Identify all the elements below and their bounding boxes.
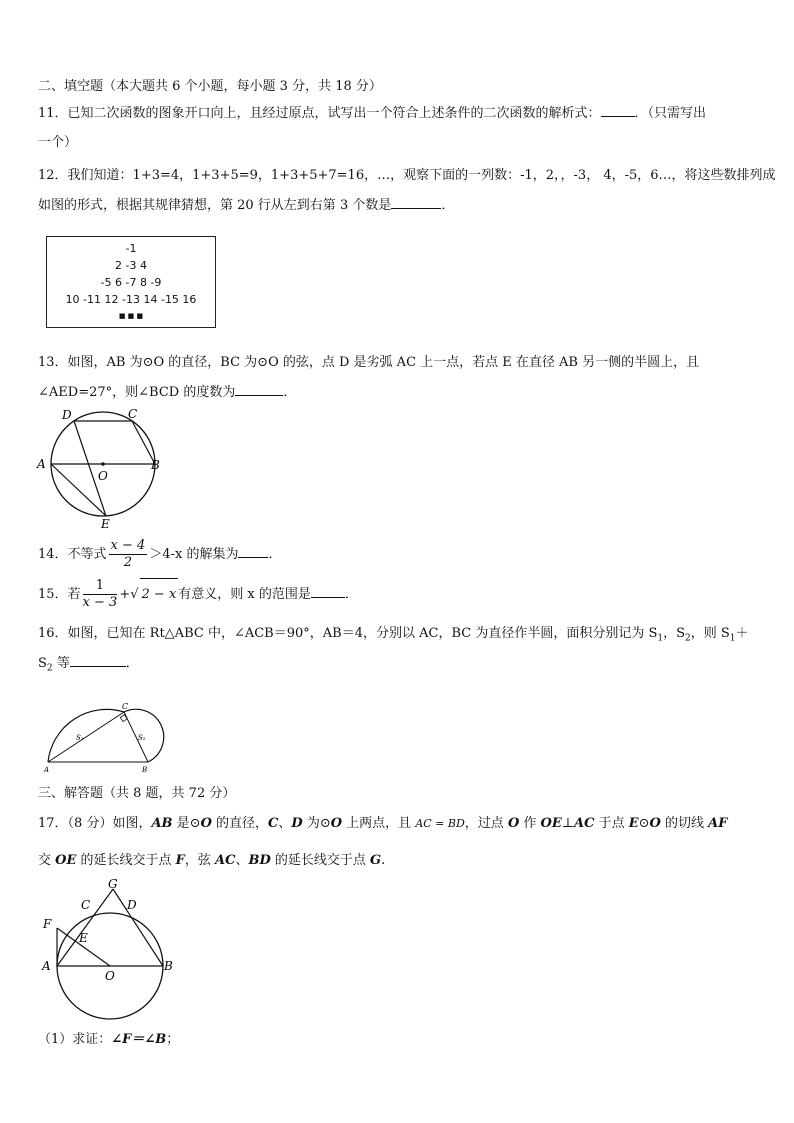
q16-line-ac	[48, 712, 124, 762]
q16-label-s1: S₁	[76, 734, 84, 742]
q17-u7: 、	[235, 853, 249, 868]
number-pattern-table	[46, 236, 216, 328]
q16-sub-4: 2	[46, 663, 53, 674]
q17-u11: .	[381, 853, 386, 868]
q17-u10: G	[370, 853, 382, 868]
q17-t21: O	[649, 816, 661, 831]
q14-end: ．	[268, 547, 282, 562]
q17-t1: 17．（8 分）如图，	[38, 816, 152, 831]
q17-u2: OE	[55, 853, 77, 868]
q15-answer-blank[interactable]	[311, 597, 345, 598]
q14-answer-blank[interactable]	[238, 557, 268, 558]
q13-circle-figure	[34, 404, 174, 530]
q15-plus: +	[119, 587, 131, 602]
q17-t3: 是⊙	[172, 816, 201, 831]
q17-t8: D	[291, 816, 303, 831]
q17-u3: 的延长线交于点	[76, 853, 176, 868]
q17-u9: 的延长线交于点	[270, 853, 370, 868]
q14-denominator: 2	[123, 555, 133, 570]
q13-center-dot	[101, 462, 105, 466]
q16-label-s2: S₂	[138, 734, 146, 742]
question-15	[38, 578, 358, 611]
q17-t18: 于点	[594, 816, 629, 831]
q11-text-end: ．（只需写出	[634, 106, 707, 121]
q17-t2: AB	[151, 816, 173, 831]
question-14	[38, 538, 281, 571]
q14-fraction	[109, 538, 148, 571]
pattern-row-ellipsis: ■ ■ ■	[118, 312, 144, 320]
q16-sub-2: 2	[685, 633, 691, 644]
question-11-line-1	[38, 105, 706, 123]
q17-t20: ⊙	[638, 816, 650, 831]
q17-t23: AF	[708, 816, 728, 831]
q17-t10: O	[330, 816, 343, 831]
pattern-row-1: -1	[125, 242, 137, 255]
q16-text-end: ．	[125, 656, 139, 671]
q16-text-b: ，S	[663, 626, 686, 641]
q16-sub-3: 1	[729, 633, 736, 644]
q13-label-b: B	[151, 458, 160, 472]
question-16-line-1	[38, 625, 749, 648]
pattern-row-4: 10 -11 12 -13 14 -15 16	[65, 293, 197, 306]
section-3-heading: 三、解答题（共 8 题，共 72 分）	[38, 786, 236, 801]
q17-t5: 的直径，	[211, 816, 269, 831]
q15-numerator: 1	[83, 578, 118, 595]
pattern-row-3: -5 6 -7 8 -9	[100, 276, 162, 289]
q17-u5: ，弦	[184, 853, 216, 868]
q15-radical-sign: √	[130, 587, 139, 602]
question-12-line-2	[38, 197, 454, 215]
q17-line-bg	[113, 889, 163, 966]
q15-mid: 有意义，则 x 的范围是	[178, 587, 311, 602]
question-13-line-1: 13．如图，AB 为⊙O 的直径，BC 为⊙O 的弦，点 D 是劣弧 AC 上一点，若点 E 在直径 AB 另一侧的半圆上，且	[38, 355, 700, 370]
q17-u4: F	[175, 853, 185, 868]
q12-answer-blank[interactable]	[391, 208, 441, 209]
pattern-row-2: 2 -3 4	[115, 259, 147, 272]
question-17-line-1	[38, 815, 727, 833]
q14-numerator: x − 4	[110, 538, 146, 553]
q13-label-c: C	[128, 407, 138, 421]
q16-text-a: 16．如图，已知在 Rt△ABC 中，∠ACB＝90°，AB＝4，分别以 AC，BC 为直径作半圆，面积分别记为 S	[38, 626, 658, 641]
q17-t17: AC	[574, 816, 595, 831]
q17-label-e: E	[79, 931, 88, 945]
q17-part1-label: （1）求证：	[38, 1032, 112, 1047]
question-17-line-2	[38, 852, 385, 870]
q16-label-c: C	[122, 702, 129, 711]
q11-text: 11．已知二次函数的图象开口向上，且经过原点，试写出一个符合上述条件的二次函数的解析式：	[38, 106, 601, 121]
q16-label-b: B	[142, 766, 148, 774]
q16-semicircle-figure	[40, 696, 170, 778]
q17-t9: 为⊙	[302, 816, 331, 831]
q17-t11: 上两点，且	[342, 816, 416, 831]
q16-answer-blank[interactable]	[70, 666, 126, 667]
q11-answer-blank[interactable]	[601, 116, 635, 117]
q17-label-d: D	[127, 898, 137, 912]
q17-t7: 、	[278, 816, 292, 831]
q13-text-end: ．	[283, 385, 297, 400]
q17-part1-end: ；	[166, 1032, 180, 1047]
q14-mid: ＞4-x 的解集为	[149, 547, 239, 562]
q15-end: ．	[344, 587, 358, 602]
q17-u6: AC	[215, 853, 236, 868]
q16-text-f: 等	[52, 656, 70, 671]
question-11-line-2: 一个）	[38, 135, 78, 150]
q16-label-a: A	[44, 766, 50, 774]
q17-t22: 的切线	[660, 816, 709, 831]
q17-u1: 交	[38, 853, 56, 868]
q17-t14: 作	[519, 816, 541, 831]
q17-t4: O	[200, 816, 212, 831]
q13-text: ∠AED=27°，则∠BCD 的度数为	[38, 385, 236, 400]
q12-text-end: ．	[441, 198, 455, 213]
q15-prefix: 15．若	[38, 587, 81, 602]
q17-t6: C	[268, 816, 279, 831]
q17-label-f: F	[43, 917, 52, 931]
q17-circle-figure	[34, 876, 184, 1022]
q14-prefix: 14．不等式	[38, 547, 107, 562]
question-16-line-2	[38, 655, 139, 678]
q17-part1-expr: ∠F＝∠B	[111, 1032, 167, 1047]
q13-label-e: E	[101, 517, 110, 530]
q16-text-e: S	[38, 656, 47, 671]
q13-answer-blank[interactable]	[235, 395, 283, 396]
q17-t13: O	[507, 816, 520, 831]
q17-u8: BD	[248, 853, 271, 868]
q15-denominator: x − 3	[82, 595, 118, 610]
q17-t12: ，过点	[464, 816, 508, 831]
q15-radicand: 2 − x	[140, 578, 179, 611]
q17-t16: ⊥	[561, 816, 574, 831]
q13-label-d: D	[62, 408, 72, 422]
q17-arc-equality: AC = BD	[415, 817, 465, 830]
q15-fraction	[83, 578, 118, 611]
q12-text: 如图的形式，根据其规律猜想，第 20 行从左到右第 3 个数是	[38, 198, 392, 213]
q13-label-a: A	[37, 457, 46, 471]
q17-label-b: B	[164, 959, 173, 973]
question-17-part-1	[38, 1031, 179, 1049]
q17-label-a: A	[42, 959, 51, 973]
q17-label-c: C	[81, 898, 91, 912]
q17-t15: OE	[540, 816, 562, 831]
q17-label-g: G	[108, 877, 118, 891]
question-12-line-1: 12．我们知道：1+3=4，1+3+5=9，1+3+5+7=16，…，观察下面的一列数：-1，2，，-3， 4，-5，6…，将这些数排列成	[38, 168, 776, 183]
section-2-heading: 二、填空题（本大题共 6 个小题，每小题 3 分，共 18 分）	[38, 79, 382, 94]
q13-label-o: O	[98, 469, 108, 483]
q17-label-o: O	[105, 969, 115, 983]
q16-text-d: ＋	[735, 626, 749, 641]
q16-text-c: ，则 S	[690, 626, 730, 641]
q16-sub-1: 1	[657, 633, 664, 644]
q17-t19: E	[628, 816, 639, 831]
question-13-line-2	[38, 384, 296, 402]
